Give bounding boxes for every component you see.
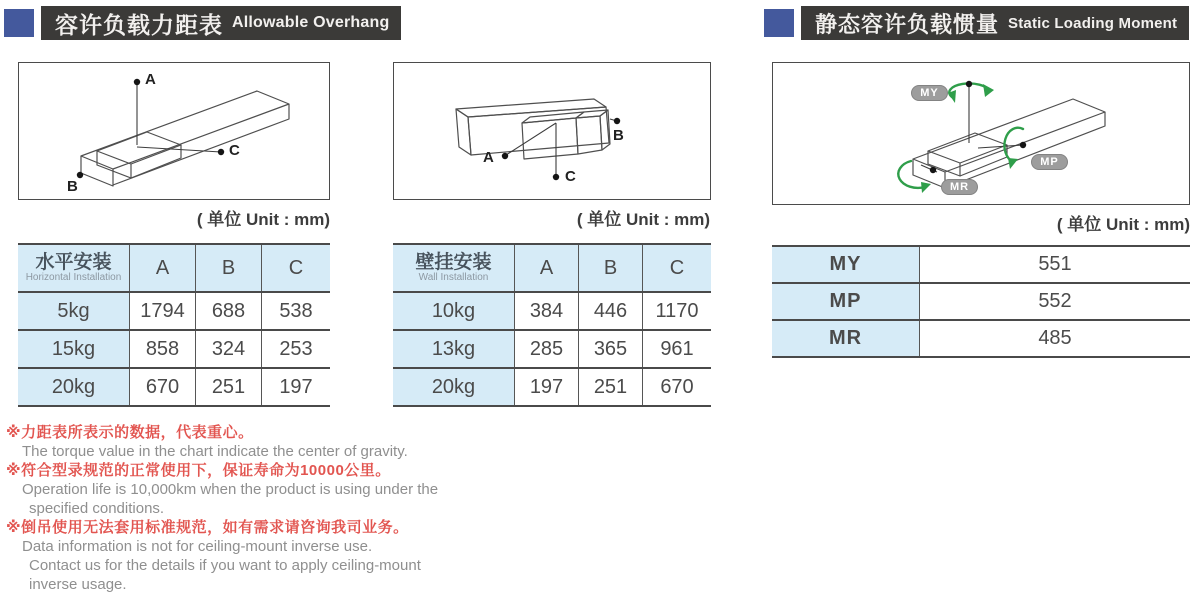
value-cell: 538 — [279, 299, 313, 322]
header-cell-a: A — [130, 245, 196, 291]
header-en: Horizontal Installation — [25, 271, 122, 283]
header-cell-b: B — [196, 245, 262, 291]
table-row — [772, 247, 1190, 284]
value-cell: 285 — [515, 331, 579, 367]
point-label-a: A — [483, 149, 494, 166]
header-cell-b: B — [579, 245, 643, 291]
point-label-a: A — [145, 71, 156, 88]
note-en-2a: Operation life is 10,000km when the product is using under the — [22, 481, 439, 498]
diagram-static-loading-moment — [772, 62, 1190, 205]
diagram-wall-installation — [393, 62, 711, 200]
table-row — [18, 331, 330, 369]
table-row — [18, 293, 330, 331]
moment-label-cell: MY — [772, 247, 920, 282]
value-cell: 858 — [130, 331, 196, 367]
unit-label: ( 单位 Unit : mm) — [196, 210, 330, 229]
table-header-row — [18, 245, 330, 293]
load-cell: 20kg — [18, 369, 130, 405]
section-title-en: Allowable Overhang — [232, 14, 390, 31]
unit-label: ( 单位 Unit : mm) — [1056, 215, 1190, 234]
value-cell: 670 — [130, 369, 196, 405]
note-zh-3: ※倒吊使用无法套用标准规范，如有需求请咨询我司业务。 — [6, 519, 409, 536]
moment-badge-mr: MR — [941, 179, 978, 195]
header-zh: 壁挂安装 — [415, 251, 492, 273]
moment-badge-mp: MP — [1031, 154, 1068, 170]
value-cell: 688 — [196, 293, 262, 329]
header-cell-c: C — [643, 245, 711, 291]
table-horizontal-installation — [18, 243, 330, 407]
value-cell: 384 — [515, 293, 579, 329]
table-wall-installation — [393, 243, 711, 407]
point-label-c: C — [229, 142, 240, 159]
note-en-3c: inverse usage. — [29, 576, 127, 593]
header-cell-installation — [393, 245, 515, 291]
note-zh-2: ※符合型录规范的正常使用下，保证寿命为10000公里。 — [6, 462, 391, 479]
moment-badge-my: MY — [911, 85, 948, 101]
note-en-2b: specified conditions. — [29, 500, 165, 517]
accent-square-icon — [4, 9, 34, 37]
section-header-allowable-overhang — [4, 6, 401, 40]
table-row — [18, 369, 330, 407]
load-cell: 5kg — [18, 293, 130, 329]
table-row — [393, 331, 711, 369]
moment-label-cell: MP — [772, 284, 920, 319]
note-en-3a: Data information is not for ceiling-mount inverse use. — [22, 538, 373, 555]
point-label-c: C — [565, 168, 576, 185]
header-cell-c: C — [262, 245, 330, 291]
table-row — [393, 369, 711, 407]
section-title-bar — [801, 6, 1189, 40]
value-cell: 551 — [1038, 253, 1072, 275]
table-static-loading-moment — [772, 245, 1190, 358]
rail-isometric-drawing — [394, 63, 709, 198]
table-row — [393, 293, 711, 331]
note-en-3b: Contact us for the details if you want to apply ceiling-mount — [29, 557, 421, 574]
header-zh: 水平安装 — [35, 251, 112, 273]
section-title-zh: 容许负载力距表 — [55, 11, 223, 38]
value-cell: 446 — [579, 293, 643, 329]
header-en: Wall Installation — [418, 271, 489, 283]
value-cell: 251 — [579, 369, 643, 405]
section-title-bar — [41, 6, 401, 40]
rail-isometric-drawing — [19, 63, 328, 198]
value-cell: 324 — [196, 331, 262, 367]
load-cell: 10kg — [393, 293, 515, 329]
load-cell: 15kg — [18, 331, 130, 367]
note-zh-1: ※力距表所表示的数据，代表重心。 — [6, 424, 254, 441]
moment-label-cell: MR — [772, 321, 920, 356]
value-cell: 365 — [579, 331, 643, 367]
note-en-1a: The torque value in the chart indicate the center of gravity. — [22, 443, 408, 460]
value-cell: 485 — [1038, 327, 1072, 349]
value-cell: 1170 — [655, 299, 699, 322]
value-cell: 253 — [279, 337, 313, 360]
table-row — [772, 321, 1190, 358]
value-cell: 197 — [515, 369, 579, 405]
table-row — [772, 284, 1190, 321]
section-title-en: Static Loading Moment — [1008, 14, 1178, 32]
value-cell: 552 — [1038, 290, 1072, 312]
point-label-b: B — [67, 178, 78, 195]
header-cell-a: A — [515, 245, 579, 291]
load-cell: 13kg — [393, 331, 515, 367]
accent-square-icon — [764, 9, 794, 37]
value-cell: 1794 — [130, 293, 196, 329]
load-cell: 20kg — [393, 369, 515, 405]
footnotes — [6, 423, 486, 594]
unit-label: ( 单位 Unit : mm) — [576, 210, 710, 229]
value-cell: 197 — [279, 375, 313, 398]
section-title-zh: 静态容许负载惯量 — [815, 11, 1000, 37]
section-header-static-loading-moment — [764, 6, 1189, 40]
rail-moment-drawing — [773, 63, 1188, 203]
value-cell: 251 — [196, 369, 262, 405]
header-cell-installation — [18, 245, 130, 291]
table-header-row — [393, 245, 711, 293]
point-label-b: B — [613, 127, 624, 144]
value-cell: 961 — [660, 337, 694, 360]
diagram-horizontal-installation — [18, 62, 330, 200]
value-cell: 670 — [660, 375, 694, 398]
